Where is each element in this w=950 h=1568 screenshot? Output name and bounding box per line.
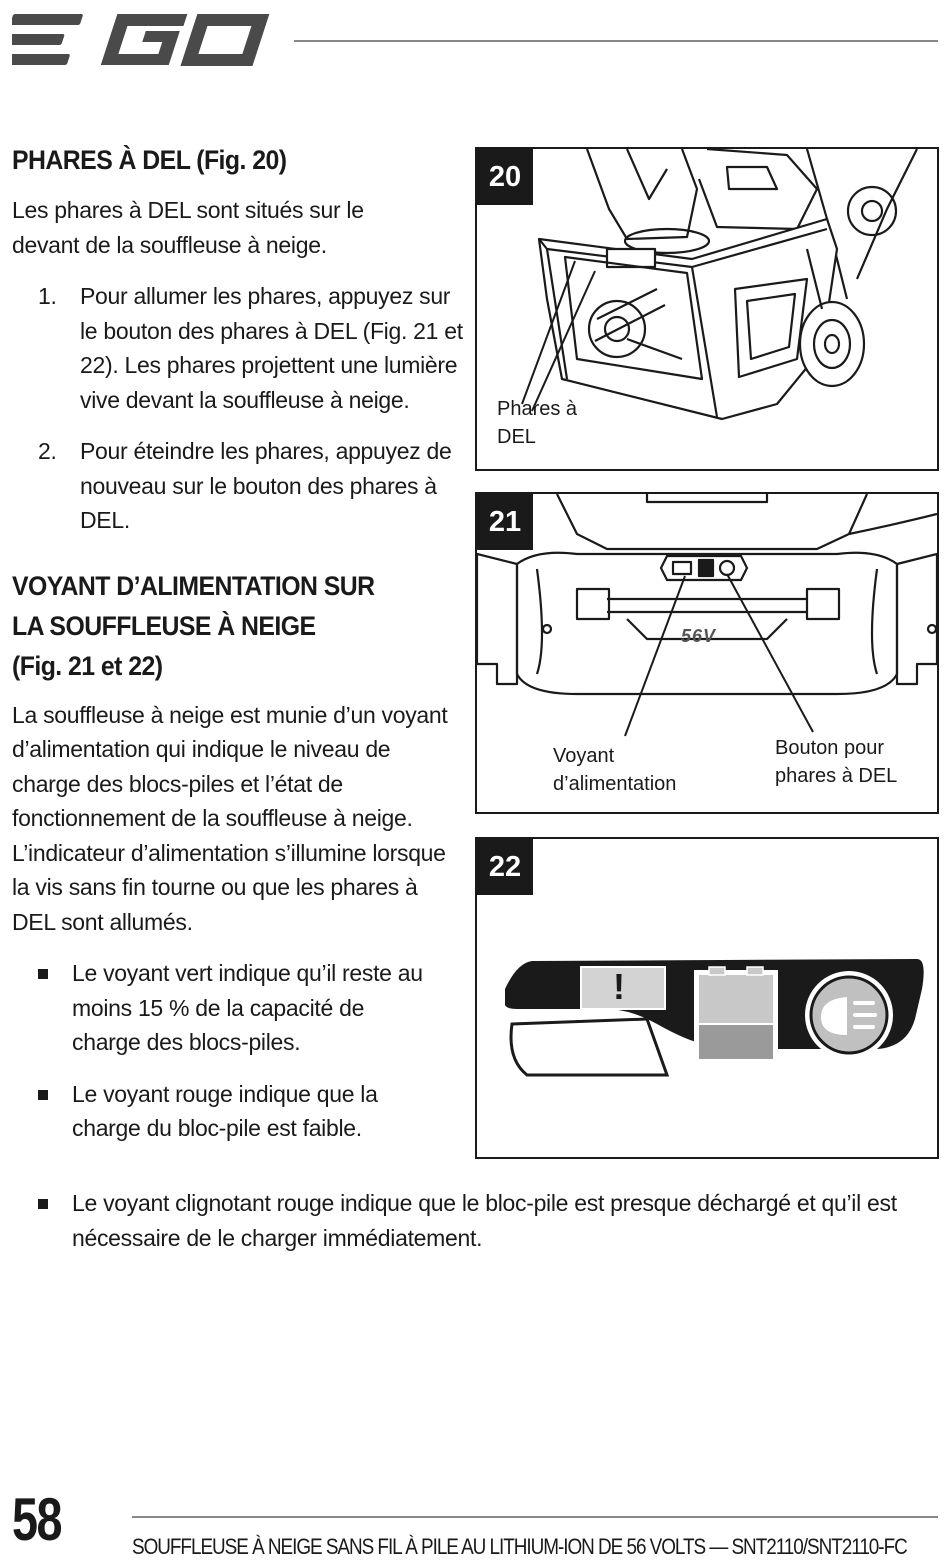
ego-logo bbox=[12, 12, 270, 68]
indicator-bullets bbox=[12, 956, 432, 1146]
panel-56v-text: 56V bbox=[681, 626, 717, 646]
list-item: Le voyant vert indique qu’il reste au moins 15 % de la capacité de charge des blocs-piles. bbox=[12, 956, 432, 1060]
figure-20-label: Phares à DEL bbox=[497, 398, 578, 448]
list-item: 2. Pour éteindre les phares, appuyez de nouveau sur le bouton des phares à DEL. bbox=[38, 438, 452, 533]
indicator-panel-illustration bbox=[477, 839, 937, 1157]
led-headlights-heading: PHARES À DEL (Fig. 20) bbox=[12, 145, 287, 175]
list-item: Le voyant clignotant rouge indique que le bloc-pile est presque déchargé et qu’il est nécessaire de le charger immédiatement. bbox=[12, 1186, 938, 1255]
list-item: 1. Pour allumer les phares, appuyez sur le bouton des phares à DEL (Fig. 21 et 22). Les phares projettent une lumière vive devant la souffleuse à neige. bbox=[38, 283, 463, 413]
led-button-label: Bouton pour phares à DEL bbox=[775, 737, 898, 787]
last-bullet bbox=[12, 1186, 938, 1272]
led-headlights-intro: Les phares à DEL sont situés sur le devant de la souffleuse à neige. bbox=[12, 197, 364, 258]
left-column bbox=[12, 140, 464, 1163]
figure-20 bbox=[475, 147, 939, 471]
figure-22 bbox=[475, 837, 939, 1159]
power-indicator-intro: La souffleuse à neige est munie d’un voyant d’alimentation qui indique le niveau de charge des blocs-piles et l’état de fonctionnement de la souffleuse à neige. L’indicateur d’alimentation s’illumine lorsque la vis sans fin tourne ou que les phares à DEL sont allumés. bbox=[12, 701, 448, 935]
figure-number: 20 bbox=[477, 149, 533, 205]
power-indicator-label: Voyant d’alimentation bbox=[553, 745, 677, 795]
header-rule bbox=[294, 40, 938, 42]
footer-title: SOUFFLEUSE À NEIGE SANS FIL À PILE AU LITHIUM-ION DE 56 VOLTS — SNT2110/SNT2110-FC bbox=[132, 1534, 907, 1559]
footer-rule bbox=[132, 1516, 938, 1518]
page-number: 58 bbox=[12, 1486, 61, 1553]
power-indicator-heading: VOYANT D’ALIMENTATION SUR LA SOUFFLEUSE À NEIGE (Fig. 21 et 22) bbox=[12, 570, 375, 681]
figure-number: 22 bbox=[477, 839, 533, 895]
list-item: Le voyant rouge indique que la charge du bloc-pile est faible. bbox=[12, 1077, 432, 1146]
warning-icon: ! bbox=[613, 966, 625, 1007]
figure-21 bbox=[475, 492, 939, 814]
figure-number: 21 bbox=[477, 494, 533, 550]
led-steps-list bbox=[12, 279, 464, 538]
